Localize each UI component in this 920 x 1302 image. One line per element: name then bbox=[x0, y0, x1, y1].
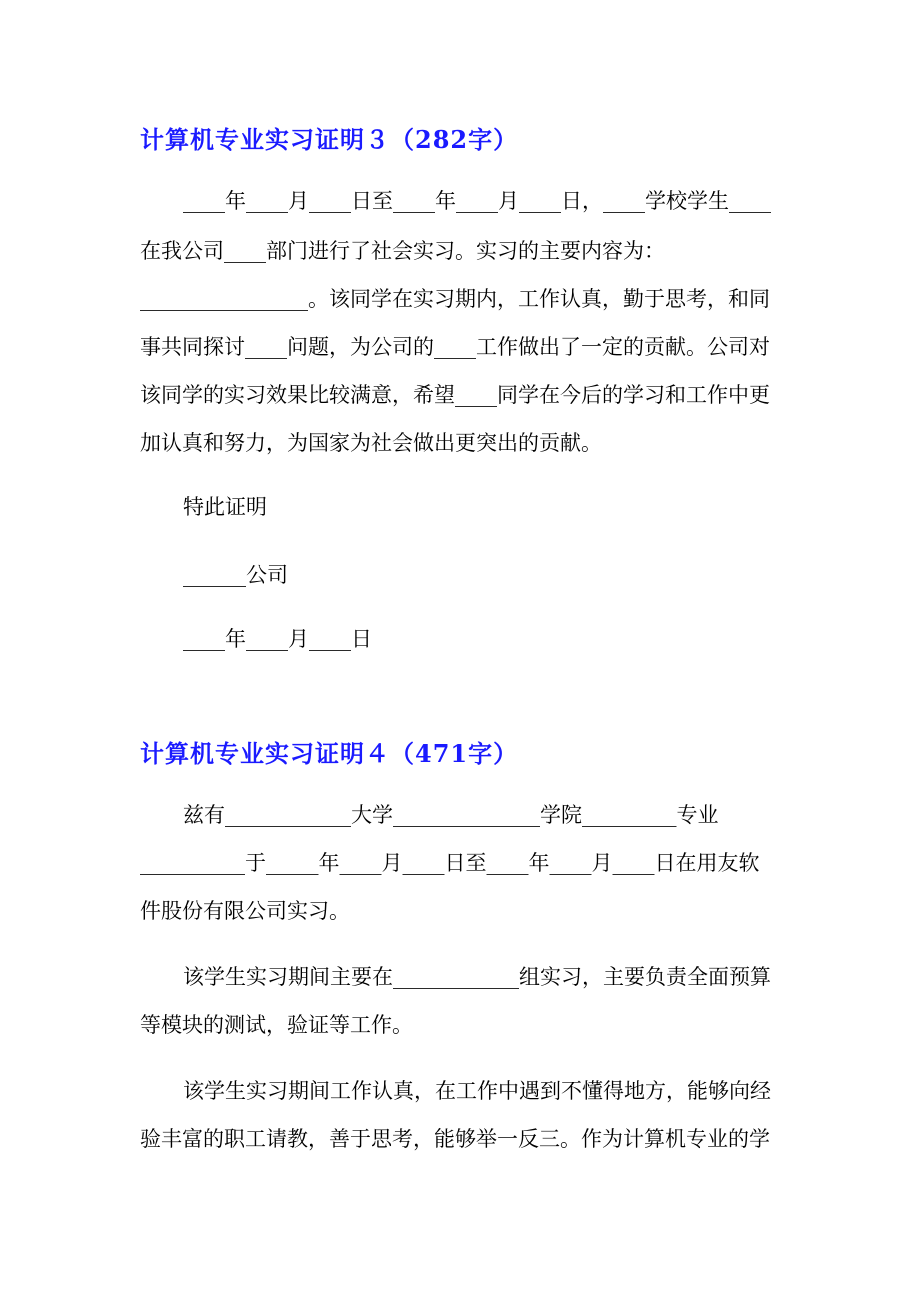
section-4-p3-line-2: 验丰富的职工请教，善于思考，能够举一反三。作为计算机专业的学 bbox=[140, 1127, 770, 1151]
section-4-p1-line-3: 件股份有限公司实习。 bbox=[140, 899, 350, 923]
section-3-closing: 特此证明 bbox=[183, 495, 267, 519]
section-3-line-2: 在我公司____部门进行了社会实习。实习的主要内容为： bbox=[140, 239, 665, 263]
section-4-p3-line-1: 该学生实习期间工作认真，在工作中遇到不懂得地方，能够向经 bbox=[183, 1079, 771, 1103]
section-3-line-1: ____年____月____日至____年____月____日，____学校学生____ bbox=[183, 189, 771, 213]
section-4-p1-line-1: 兹有____________大学______________学院_________专业 bbox=[183, 803, 719, 827]
section-3-line-6: 加认真和努力，为国家为社会做出更突出的贡献。 bbox=[140, 431, 602, 455]
section-3-line-4: 事共同探讨____问题，为公司的____工作做出了一定的贡献。公司对 bbox=[140, 335, 770, 359]
section-4-title: 计算机专业实习证明４（471字） bbox=[140, 739, 519, 768]
section-3-date: ____年____月____日 bbox=[183, 627, 372, 651]
section-3-company: ______公司 bbox=[183, 563, 288, 587]
section-3-title: 计算机专业实习证明３（282字） bbox=[140, 125, 519, 154]
section-4-p2-line-1: 该学生实习期间主要在____________组实习，主要负责全面预算 bbox=[183, 965, 771, 989]
section-3-line-3: ________________。该同学在实习期内，工作认真，勤于思考，和同 bbox=[140, 287, 770, 311]
section-4-p1-line-2: __________于_____年____月____日至____年____月____日在用友软 bbox=[140, 851, 760, 875]
section-4-p2-line-2: 等模块的测试，验证等工作。 bbox=[140, 1013, 413, 1037]
section-3-line-5: 该同学的实习效果比较满意，希望____同学在今后的学习和工作中更 bbox=[140, 383, 770, 407]
